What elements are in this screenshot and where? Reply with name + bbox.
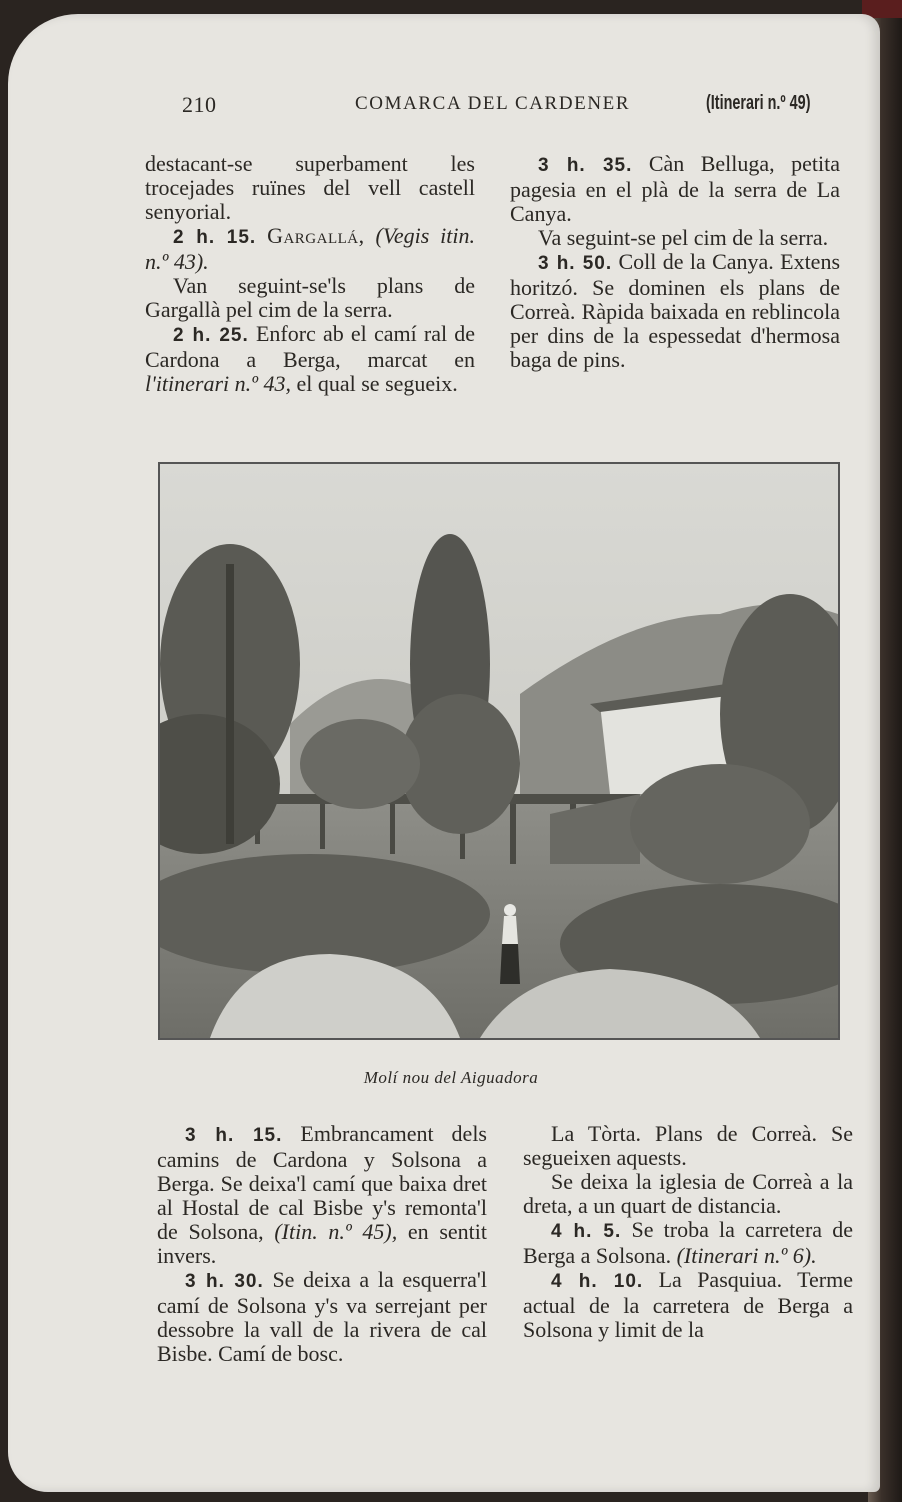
time-marker: 3 h. 15. — [185, 1125, 283, 1146]
time-marker: 4 h. 10. — [551, 1271, 644, 1292]
paragraph — [523, 1218, 853, 1268]
place-name: Gargallá, — [267, 223, 365, 248]
time-marker: 4 h. 5. — [551, 1221, 622, 1242]
paragraph — [157, 1268, 487, 1366]
paragraph-text: Se deixa a la esquerra'l camí de Solsona y's va serrejant per dessobre la vall de la rivera de cal Bisbe. Camí de bosc. — [157, 1267, 487, 1366]
paragraph-text: Càn Belluga, petita pagesia en el plà de la serra de La Canya. — [510, 151, 840, 226]
paragraph-text: en sentit invers. — [157, 1219, 487, 1268]
paragraph-text: Embrancament dels camins de Cardona y Solsona a Berga. Se deixa'l camí que baixa dret al Hostal de cal Bisbe y's remonta'l de Solsona, — [157, 1121, 487, 1244]
paragraph-text: Enforc ab el camí ral de Cardona a Berga, marcat en — [145, 321, 476, 372]
itinerary-ref: l'itinerari n.º 43, — [145, 371, 291, 396]
paragraph — [145, 322, 475, 396]
column-bottom-left — [157, 1122, 487, 1366]
photograph — [158, 462, 840, 1040]
itinerary-reference: (Itinerari n.º 49) — [706, 92, 811, 114]
column-bottom-right — [523, 1122, 853, 1342]
paragraph: Se deixa la iglesia de Correà a la dreta, a un quart de distancia. — [523, 1169, 853, 1218]
running-title: COMARCA DEL CARDENER — [355, 93, 631, 114]
paragraph-text: La Pasquiua. Terme actual de la carretera de Berga a Solsona y limit de la — [523, 1267, 853, 1342]
time-marker: 3 h. 50. — [538, 253, 613, 274]
paragraph-text: Coll de la Canya. Extens horitzó. Se dominen els plans de Correà. Ràpida baixada en reblincola per dins de la espessedat d'hermosa baga de pins. — [510, 249, 841, 372]
paragraph: La Tòrta. Plans de Correà. Se segueixen aquests. — [523, 1121, 853, 1170]
paragraph-text: Se troba la carretera de Berga a Solsona. — [523, 1217, 853, 1268]
page-header — [0, 92, 902, 122]
paragraph-text: el qual se segueix. — [296, 371, 458, 396]
time-marker: 2 h. 15. — [173, 227, 257, 248]
time-marker: 2 h. 25. — [173, 325, 249, 346]
paragraph: Van seguint-se'ls plans de Gargallà pel cim de la serra. — [145, 273, 475, 322]
itinerary-ref: (Itinerari n.º 6). — [676, 1243, 817, 1268]
page-number: 210 — [182, 92, 217, 117]
photo-caption: Molí nou del Aiguadora — [363, 1068, 539, 1087]
paragraph: Va seguint-se pel cim de la serra. — [538, 225, 829, 250]
paragraph: destacant-se superbament les trocejades ruïnes del vell castell senyorial. — [145, 151, 475, 224]
paragraph — [157, 1122, 487, 1268]
mill-landscape-photo — [160, 464, 838, 1038]
paragraph — [510, 152, 840, 226]
itinerary-ref: (Vegis itin. n.º 43). — [145, 223, 476, 274]
paragraph — [145, 224, 475, 274]
time-marker: 3 h. 30. — [185, 1271, 264, 1292]
time-marker: 3 h. 35. — [538, 155, 633, 176]
column-top-left — [145, 152, 475, 396]
paragraph — [523, 1268, 853, 1342]
paragraph — [510, 250, 840, 372]
column-top-right — [510, 152, 840, 372]
itinerary-ref: (Itin. n.º 45), — [274, 1219, 398, 1244]
